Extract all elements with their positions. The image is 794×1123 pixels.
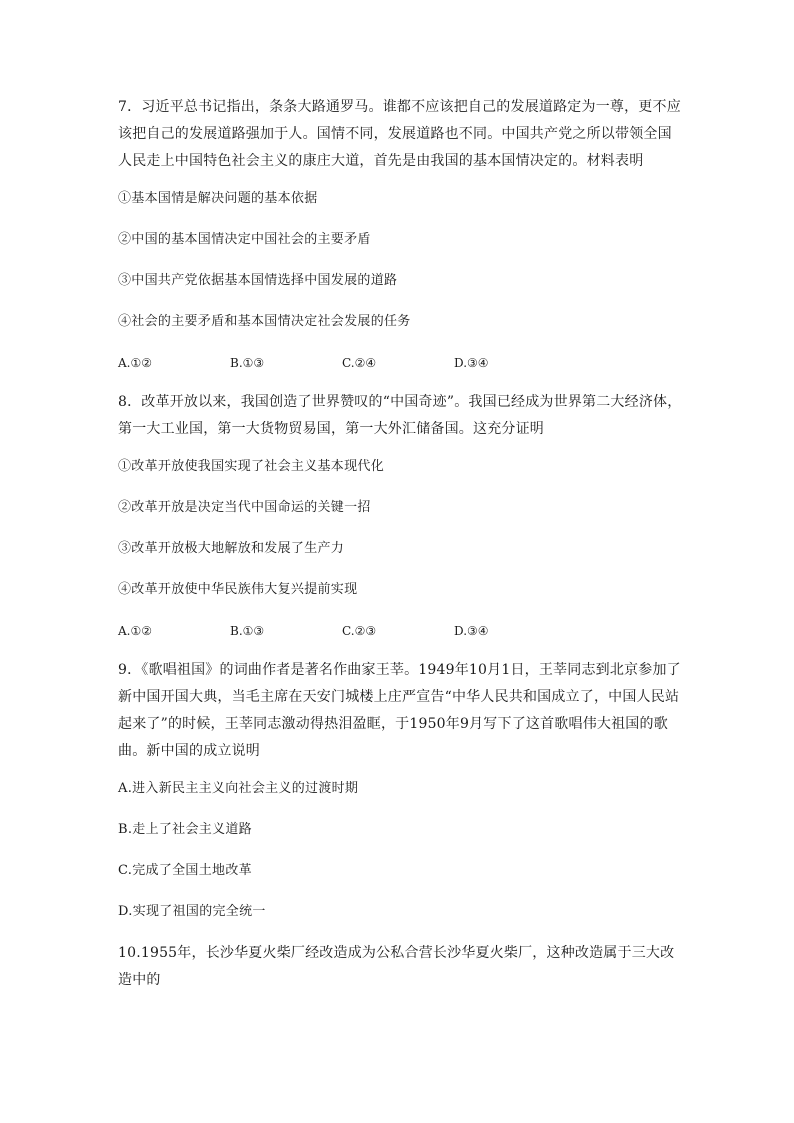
question-8-choice-b[interactable]: B.①③ bbox=[230, 624, 265, 638]
question-8-item-4: ④改革开放使中华民族伟大复兴提前实现 bbox=[118, 582, 358, 597]
question-8-item-2: ②改革开放是决定当代中国命运的关键一招 bbox=[118, 500, 371, 515]
question-7-choice-c[interactable]: C.②④ bbox=[342, 356, 377, 370]
question-8-choice-c[interactable]: C.②③ bbox=[342, 624, 377, 638]
question-8-stem: 8．改革开放以来，我国创造了世界赞叹的“中国奇迹”。我国已经成为世界第二大经济体，第一大工业国，第一大货物贸易国，第一大外汇储备国。这充分证明 bbox=[118, 394, 682, 437]
question-7-item-2: ②中国的基本国情决定中国社会的主要矛盾 bbox=[118, 232, 371, 247]
question-9-option-b[interactable]: B.走上了社会主义道路 bbox=[118, 822, 252, 837]
question-8-choice-a[interactable]: A.①② bbox=[118, 624, 152, 638]
question-9-option-d[interactable]: D.实现了祖国的完全统一 bbox=[118, 904, 266, 919]
question-7-choice-d[interactable]: D.③④ bbox=[454, 356, 489, 370]
question-9-option-a[interactable]: A.进入新民主主义向社会主义的过渡时期 bbox=[118, 781, 359, 796]
question-7-item-3: ③中国共产党依据基本国情选择中国发展的道路 bbox=[118, 273, 398, 288]
question-9-stem: 9．《歌唱祖国》的词曲作者是著名作曲家王莘。1949年10月1日，王莘同志到北京参加了新中国开国大典，当毛主席在天安门城楼上庄严宣告“中华人民共和国成立了，中国人民站起来了”的时候，王莘同志激动得热泪盈眶，于1950年9月写下了这首歌唱伟大祖国的歌曲。新中国的成立说明 bbox=[118, 662, 681, 759]
question-8-item-3: ③改革开放极大地解放和发展了生产力 bbox=[118, 541, 345, 556]
question-8-choices bbox=[118, 621, 683, 641]
question-7-choice-b[interactable]: B.①③ bbox=[230, 356, 265, 370]
question-7-item-1: ①基本国情是解决问题的基本依据 bbox=[118, 191, 318, 206]
question-9-option-c[interactable]: C.完成了全国土地改革 bbox=[118, 863, 252, 878]
question-7-item-4: ④社会的主要矛盾和基本国情决定社会发展的任务 bbox=[118, 314, 411, 329]
question-7-choices bbox=[118, 353, 683, 373]
question-10-stem: 10.1955年，长沙华夏火柴厂经改造成为公私合营长沙华夏火柴厂，这种改造属于三大改造中的 bbox=[118, 945, 675, 988]
question-7-choice-a[interactable]: A.①② bbox=[118, 356, 152, 370]
question-7-stem: 7．习近平总书记指出，条条大路通罗马。谁都不应该把自己的发展道路定为一尊，更不应该把自己的发展道路强加于人。国情不同，发展道路也不同。中国共产党之所以带领全国人民走上中国特色社会主义的康庄大道，首先是由我国的基本国情决定的。材料表明 bbox=[118, 99, 681, 169]
question-8-item-1: ①改革开放使我国实现了社会主义基本现代化 bbox=[118, 459, 385, 474]
exam-page bbox=[118, 94, 683, 994]
question-8-choice-d[interactable]: D.③④ bbox=[454, 624, 489, 638]
